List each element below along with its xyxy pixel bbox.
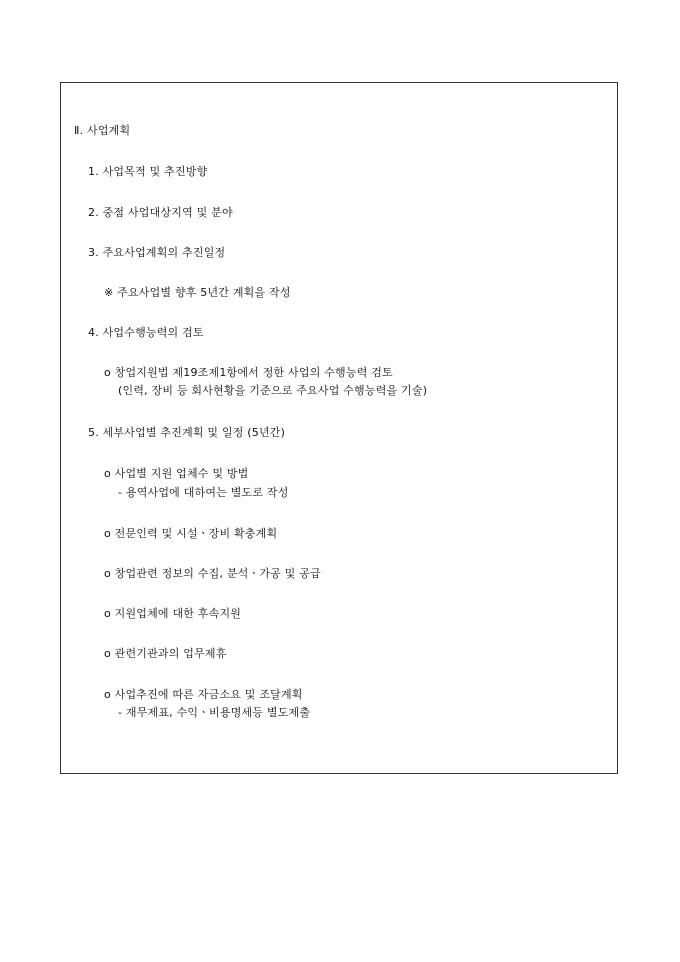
item-3-note: ※ 주요사업별 향후 5년간 계획을 작성 — [104, 286, 291, 299]
item-5-bullet-5: o 관련기관과의 업무제휴 — [104, 647, 227, 660]
item-3-heading: 3. 주요사업계획의 추진일정 — [88, 246, 226, 259]
item-5-bullet-1-detail: - 용역사업에 대하여는 별도로 작성 — [118, 486, 289, 499]
section-heading: Ⅱ. 사업계획 — [74, 124, 131, 137]
item-5-bullet-6-detail: - 재무제표, 수익ㆍ비용명세등 별도제출 — [118, 706, 311, 719]
item-4-bullet: o 창업지원법 제19조제1항에서 정한 사업의 수행능력 검토 — [104, 366, 393, 379]
item-5-bullet-3: o 창업관련 정보의 수집, 분석ㆍ가공 및 공급 — [104, 567, 321, 580]
item-5-heading: 5. 세부사업별 추진계획 및 일정 (5년간) — [88, 426, 286, 439]
item-5-bullet-4: o 지원업체에 대한 후속지원 — [104, 607, 242, 620]
item-5-bullet-2: o 전문인력 및 시설ㆍ장비 확충계획 — [104, 527, 278, 540]
item-5-bullet-1: o 사업별 지원 업체수 및 방법 — [104, 467, 249, 480]
item-1-heading: 1. 사업목적 및 추진방향 — [88, 165, 208, 178]
item-2-heading: 2. 중점 사업대상지역 및 분야 — [88, 206, 233, 219]
item-4-heading: 4. 사업수행능력의 검토 — [88, 326, 204, 339]
item-5-bullet-6: o 사업추진에 따른 자금소요 및 조달계획 — [104, 688, 303, 701]
item-4-bullet-detail: (인력, 장비 등 회사현황을 기준으로 주요사업 수행능력을 기술) — [118, 384, 428, 397]
